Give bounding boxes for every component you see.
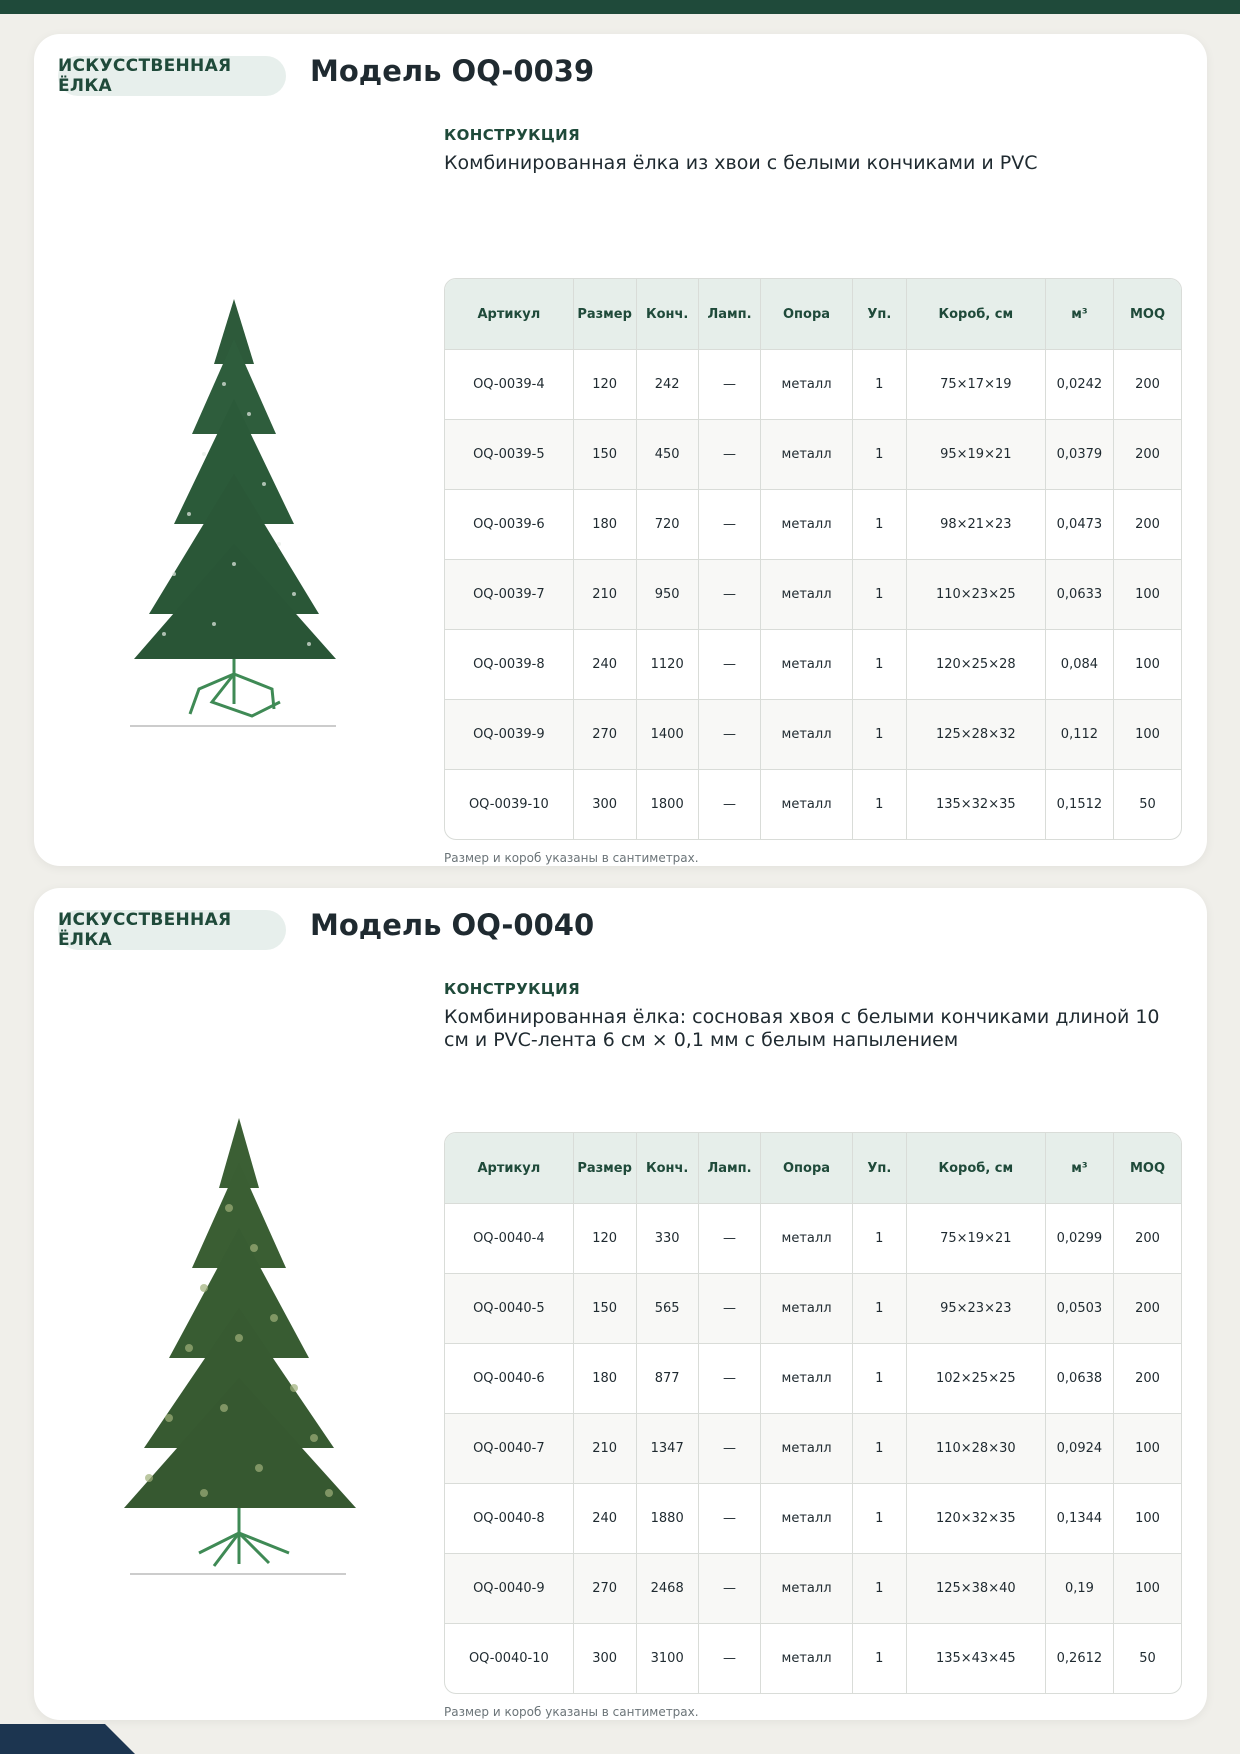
table-cell: 950: [637, 559, 699, 629]
table-cell: 120×32×35: [907, 1483, 1046, 1553]
christmas-tree-image: [74, 254, 404, 734]
table-cell: 100: [1114, 1413, 1181, 1483]
table-cell: 0,0242: [1046, 349, 1114, 419]
table-cell: металл: [761, 1623, 853, 1693]
table-cell: 0,0924: [1046, 1413, 1114, 1483]
column-header: Ламп.: [699, 1133, 761, 1203]
table-cell: 100: [1114, 699, 1181, 769]
construction-description: Комбинированная ёлка из хвои с белыми кончиками и PVC: [444, 152, 1038, 174]
table-body: [445, 349, 1181, 839]
table-cell: —: [699, 489, 761, 559]
column-header: MOQ: [1114, 1133, 1181, 1203]
table-cell: 50: [1114, 769, 1181, 839]
column-header: Короб, см: [907, 1133, 1046, 1203]
table-cell: 300: [574, 1623, 637, 1693]
table-row: [445, 1343, 1181, 1413]
table-cell: 0,0633: [1046, 559, 1114, 629]
corner-decoration: [0, 1724, 135, 1754]
table-cell: OQ-0040-8: [445, 1483, 574, 1553]
table-row: [445, 699, 1181, 769]
table-cell: 0,0638: [1046, 1343, 1114, 1413]
top-bar: [0, 0, 1240, 14]
table-cell: 1: [853, 1273, 907, 1343]
model-title: Модель OQ-0040: [310, 908, 595, 942]
table-cell: OQ-0039-7: [445, 559, 574, 629]
table-cell: 1: [853, 1203, 907, 1273]
table-cell: OQ-0039-9: [445, 699, 574, 769]
table-cell: 1: [853, 1553, 907, 1623]
table-cell: 102×25×25: [907, 1343, 1046, 1413]
table-cell: 100: [1114, 559, 1181, 629]
table-cell: 200: [1114, 349, 1181, 419]
table-row: [445, 1273, 1181, 1343]
table-cell: —: [699, 1203, 761, 1273]
table-cell: 0,19: [1046, 1553, 1114, 1623]
table-cell: 110×23×25: [907, 559, 1046, 629]
category-badge: ИСКУССТВЕННАЯ ЁЛКА: [58, 56, 286, 96]
table-cell: 1400: [637, 699, 699, 769]
table-cell: металл: [761, 559, 853, 629]
table-note: Размер и короб указаны в сантиметрах.: [444, 1705, 699, 1719]
table-cell: металл: [761, 1413, 853, 1483]
table-cell: 1: [853, 349, 907, 419]
table-cell: 95×19×21: [907, 419, 1046, 489]
table-cell: 330: [637, 1203, 699, 1273]
column-header: Артикул: [445, 279, 574, 349]
table-row: [445, 559, 1181, 629]
table-cell: 1347: [637, 1413, 699, 1483]
table-cell: 0,084: [1046, 629, 1114, 699]
table-cell: металл: [761, 1343, 853, 1413]
table-cell: 100: [1114, 629, 1181, 699]
table-cell: 0,0299: [1046, 1203, 1114, 1273]
table-cell: —: [699, 629, 761, 699]
table-cell: 1: [853, 489, 907, 559]
column-header: Короб, см: [907, 279, 1046, 349]
table-cell: 120: [574, 349, 637, 419]
table-cell: OQ-0040-9: [445, 1553, 574, 1623]
table-cell: 110×28×30: [907, 1413, 1046, 1483]
table-cell: 75×17×19: [907, 349, 1046, 419]
table-cell: 0,0473: [1046, 489, 1114, 559]
table-cell: 877: [637, 1343, 699, 1413]
category-badge: ИСКУССТВЕННАЯ ЁЛКА: [58, 910, 286, 950]
table-cell: 200: [1114, 1273, 1181, 1343]
column-header: Уп.: [853, 1133, 907, 1203]
table-row: [445, 1413, 1181, 1483]
column-header: Опора: [761, 1133, 853, 1203]
table-note: Размер и короб указаны в сантиметрах.: [444, 851, 699, 865]
table-cell: 210: [574, 1413, 637, 1483]
column-header: Уп.: [853, 279, 907, 349]
construction-description: Комбинированная ёлка: сосновая хвоя с белыми кончиками длиной 10 см и PVC-лента 6 см × 0,1 мм с белым напылением: [444, 1006, 1160, 1051]
table-row: [445, 349, 1181, 419]
table-cell: 200: [1114, 1203, 1181, 1273]
table-cell: 210: [574, 559, 637, 629]
spec-table: [444, 278, 1182, 840]
table-cell: 1880: [637, 1483, 699, 1553]
table-row: [445, 1623, 1181, 1693]
column-header: Артикул: [445, 1133, 574, 1203]
table-cell: OQ-0039-4: [445, 349, 574, 419]
column-header: Размер: [574, 279, 637, 349]
table-cell: 240: [574, 1483, 637, 1553]
table-cell: 120×25×28: [907, 629, 1046, 699]
table-cell: 2468: [637, 1553, 699, 1623]
christmas-tree-icon: [74, 1108, 404, 1588]
table-cell: 1: [853, 1343, 907, 1413]
table-cell: 0,1344: [1046, 1483, 1114, 1553]
table-cell: —: [699, 419, 761, 489]
table-cell: OQ-0039-8: [445, 629, 574, 699]
table-row: [445, 419, 1181, 489]
table-cell: 50: [1114, 1623, 1181, 1693]
table-cell: —: [699, 1553, 761, 1623]
table-cell: 125×38×40: [907, 1553, 1046, 1623]
column-header: м³: [1046, 1133, 1114, 1203]
column-header: Конч.: [637, 279, 699, 349]
table-cell: —: [699, 1273, 761, 1343]
table-cell: OQ-0039-10: [445, 769, 574, 839]
table-cell: 0,1512: [1046, 769, 1114, 839]
column-header: Размер: [574, 1133, 637, 1203]
table-cell: 100: [1114, 1553, 1181, 1623]
table-cell: 150: [574, 1273, 637, 1343]
table-cell: 1: [853, 1413, 907, 1483]
table-cell: 125×28×32: [907, 699, 1046, 769]
table-cell: 180: [574, 489, 637, 559]
table-cell: 120: [574, 1203, 637, 1273]
section-label: КОНСТРУКЦИЯ: [444, 126, 581, 144]
table-cell: 200: [1114, 1343, 1181, 1413]
table-cell: 242: [637, 349, 699, 419]
table-cell: 300: [574, 769, 637, 839]
table-cell: OQ-0040-7: [445, 1413, 574, 1483]
table-cell: —: [699, 699, 761, 769]
table-cell: —: [699, 1343, 761, 1413]
column-header: м³: [1046, 279, 1114, 349]
table-cell: —: [699, 1623, 761, 1693]
table-cell: 98×21×23: [907, 489, 1046, 559]
table-cell: 1: [853, 559, 907, 629]
table-cell: 95×23×23: [907, 1273, 1046, 1343]
table-cell: 150: [574, 419, 637, 489]
table-cell: 180: [574, 1343, 637, 1413]
section-label: КОНСТРУКЦИЯ: [444, 980, 581, 998]
table-cell: 75×19×21: [907, 1203, 1046, 1273]
table-cell: 200: [1114, 419, 1181, 489]
table-cell: металл: [761, 489, 853, 559]
table-cell: металл: [761, 1273, 853, 1343]
table-cell: 1: [853, 629, 907, 699]
table-cell: 1: [853, 419, 907, 489]
table-cell: 135×43×45: [907, 1623, 1046, 1693]
column-header: Ламп.: [699, 279, 761, 349]
table-cell: OQ-0040-6: [445, 1343, 574, 1413]
table-cell: 1: [853, 769, 907, 839]
table-cell: —: [699, 1483, 761, 1553]
table-cell: металл: [761, 699, 853, 769]
table-cell: металл: [761, 349, 853, 419]
table-row: [445, 1553, 1181, 1623]
table-cell: 720: [637, 489, 699, 559]
product-card: [34, 888, 1207, 1720]
table-cell: 0,2612: [1046, 1623, 1114, 1693]
table-cell: OQ-0040-4: [445, 1203, 574, 1273]
table-header-row: [445, 1133, 1181, 1203]
christmas-tree-icon: [74, 254, 404, 734]
table-cell: 1: [853, 1623, 907, 1693]
table-cell: 100: [1114, 1483, 1181, 1553]
column-header: Конч.: [637, 1133, 699, 1203]
table-cell: 1: [853, 699, 907, 769]
table-cell: OQ-0039-6: [445, 489, 574, 559]
table-row: [445, 1203, 1181, 1273]
christmas-tree-image: [74, 1108, 404, 1588]
table-cell: 3100: [637, 1623, 699, 1693]
table-header-row: [445, 279, 1181, 349]
spec-table: [444, 1132, 1182, 1694]
table-cell: —: [699, 769, 761, 839]
table-row: [445, 629, 1181, 699]
table-cell: 1120: [637, 629, 699, 699]
table-cell: 450: [637, 419, 699, 489]
table-cell: 240: [574, 629, 637, 699]
table-cell: 1: [853, 1483, 907, 1553]
table-cell: 1800: [637, 769, 699, 839]
table-row: [445, 1483, 1181, 1553]
table-cell: 270: [574, 699, 637, 769]
table-cell: 270: [574, 1553, 637, 1623]
table-row: [445, 489, 1181, 559]
table-cell: металл: [761, 1483, 853, 1553]
table-body: [445, 1203, 1181, 1693]
table-cell: металл: [761, 1203, 853, 1273]
table-cell: OQ-0040-10: [445, 1623, 574, 1693]
column-header: MOQ: [1114, 279, 1181, 349]
product-card: [34, 34, 1207, 866]
table-cell: OQ-0040-5: [445, 1273, 574, 1343]
table-cell: 0,0379: [1046, 419, 1114, 489]
table-cell: 0,0503: [1046, 1273, 1114, 1343]
table-cell: —: [699, 559, 761, 629]
table-cell: —: [699, 1413, 761, 1483]
table-cell: металл: [761, 629, 853, 699]
column-header: Опора: [761, 279, 853, 349]
model-title: Модель OQ-0039: [310, 54, 595, 88]
table-cell: 565: [637, 1273, 699, 1343]
table-cell: металл: [761, 419, 853, 489]
table-cell: 0,112: [1046, 699, 1114, 769]
table-cell: 200: [1114, 489, 1181, 559]
table-cell: OQ-0039-5: [445, 419, 574, 489]
table-row: [445, 769, 1181, 839]
table-cell: —: [699, 349, 761, 419]
table-cell: 135×32×35: [907, 769, 1046, 839]
table-cell: металл: [761, 769, 853, 839]
table-cell: металл: [761, 1553, 853, 1623]
